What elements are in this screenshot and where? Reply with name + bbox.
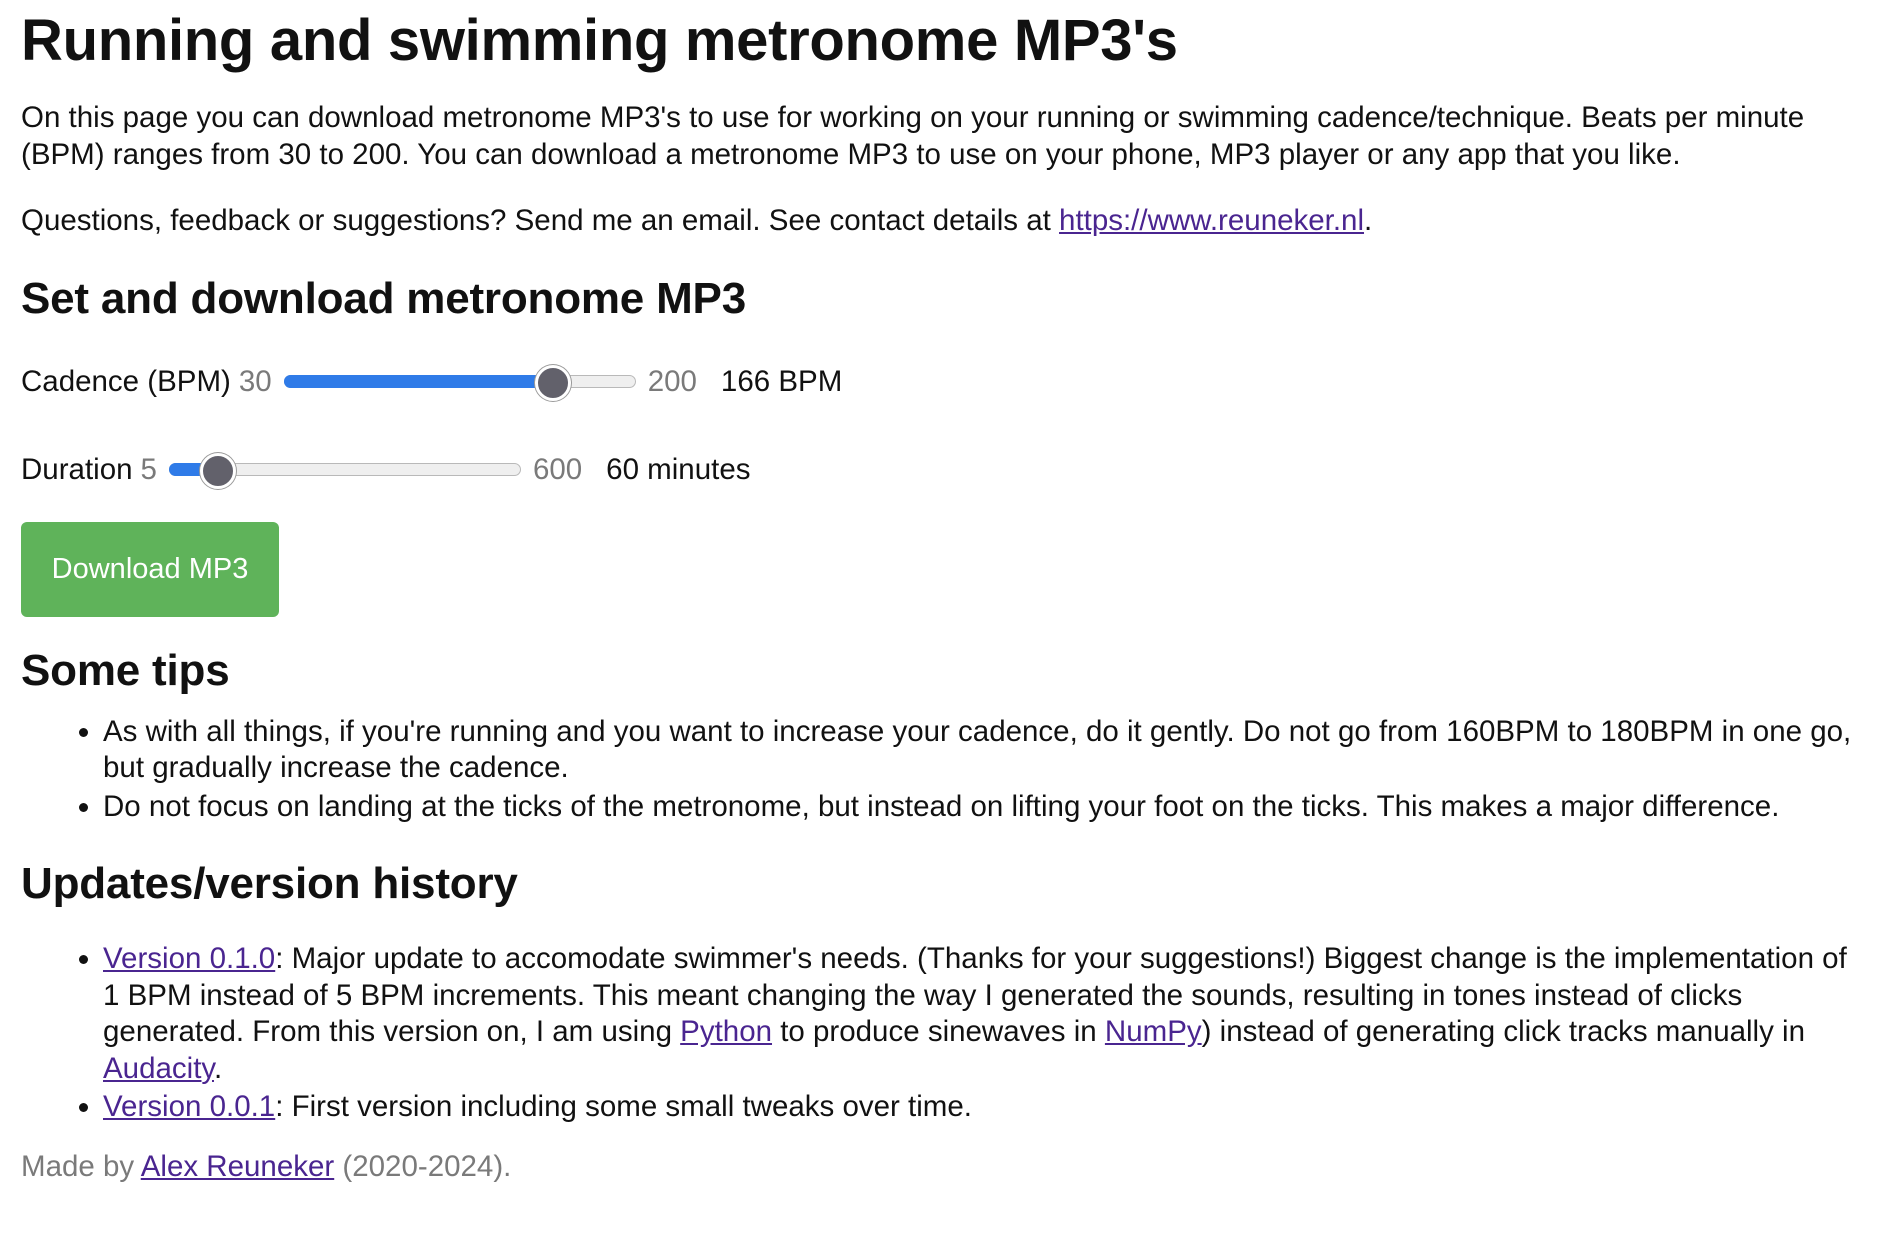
- version-0-1-0-text-3: ) instead of generating click tracks manually in: [1201, 1015, 1806, 1048]
- duration-min: 5: [140, 452, 157, 486]
- intro-text: On this page you can download metronome MP3's to use for working on your running or swimming cadence/technique. Beats per minute (BPM) ranges from 30 to 200. You can download a metronome MP3 to use on your phone, MP3 player or any app that you like.: [21, 101, 1805, 171]
- page-title: Running and swimming metronome MP3's: [21, 8, 1178, 73]
- cadence-label: Cadence (BPM): [21, 364, 231, 398]
- set-download-heading: Set and download metronome MP3: [21, 273, 746, 323]
- cadence-max: 200: [647, 364, 697, 398]
- questions-label: Questions, feedback or suggestions? Send me an email. See contact details at: [21, 204, 1060, 237]
- version-item-0-1-0: [103, 941, 1859, 1087]
- duration-row: [21, 448, 1859, 492]
- cadence-slider-thumb[interactable]: [535, 365, 571, 401]
- version-history-heading: Updates/version history: [21, 859, 518, 908]
- duration-label: Duration: [21, 452, 133, 486]
- tip-item: • Do not focus on landing at the ticks of the metronome, but instead on lifting your foot on the ticks. This makes a major difference.: [103, 789, 1859, 826]
- version-0-1-0-text: : Major update to accomodate swimmer's needs. (Thanks for your suggestions!) Biggest change is the implementation of 1 BPM instead of 5 BPM increments. This meant changing the way I generated the sounds, resulting in tones instead of clicks generated. From this version on, I am using: [103, 942, 1847, 1048]
- tips-heading: Some tips: [21, 645, 230, 695]
- version-0-1-0-link[interactable]: Version 0.1.0: [103, 942, 276, 975]
- version-0-1-0-text-2: to produce sinewaves in: [772, 1015, 1105, 1048]
- cadence-value: 166 BPM: [720, 364, 843, 398]
- version-item-0-0-1: [103, 1089, 1859, 1126]
- cadence-slider-fill: [284, 375, 554, 388]
- duration-max: 600: [532, 452, 583, 486]
- duration-slider-thumb[interactable]: [200, 453, 236, 489]
- duration-value: 60 minutes: [606, 452, 751, 486]
- cadence-row: [21, 360, 1859, 404]
- footer: [21, 1149, 1859, 1185]
- audacity-link[interactable]: Audacity: [103, 1051, 214, 1085]
- cadence-slider[interactable]: [284, 360, 636, 404]
- tips-list: [21, 714, 1859, 826]
- numpy-link[interactable]: NumPy: [1104, 1015, 1202, 1048]
- contact-link[interactable]: https://www.reuneker.nl: [1059, 204, 1365, 237]
- footer-prefix: Made by: [21, 1149, 141, 1183]
- tip-item: • As with all things, if you're running and you want to increase your cadence, do it gently. Do not go from 160BPM to 180BPM in one go, but gradually increase the cadence.: [103, 714, 1859, 787]
- footer-suffix: (2020-2024).: [334, 1149, 512, 1183]
- version-0-0-1-link[interactable]: Version 0.0.1: [103, 1090, 276, 1123]
- cadence-min: 30: [238, 364, 272, 398]
- author-link[interactable]: Alex Reuneker: [140, 1149, 335, 1183]
- questions-period: .: [1364, 204, 1373, 237]
- duration-slider[interactable]: [169, 448, 521, 492]
- version-0-1-0-text-4: .: [213, 1051, 223, 1085]
- questions-text: [21, 203, 1859, 240]
- download-mp3-button[interactable]: Download MP3: [21, 522, 279, 617]
- version-history-list: [21, 941, 1859, 1126]
- version-0-0-1-text: : First version including some small tweaks over time.: [275, 1090, 972, 1123]
- python-link[interactable]: Python: [680, 1015, 773, 1048]
